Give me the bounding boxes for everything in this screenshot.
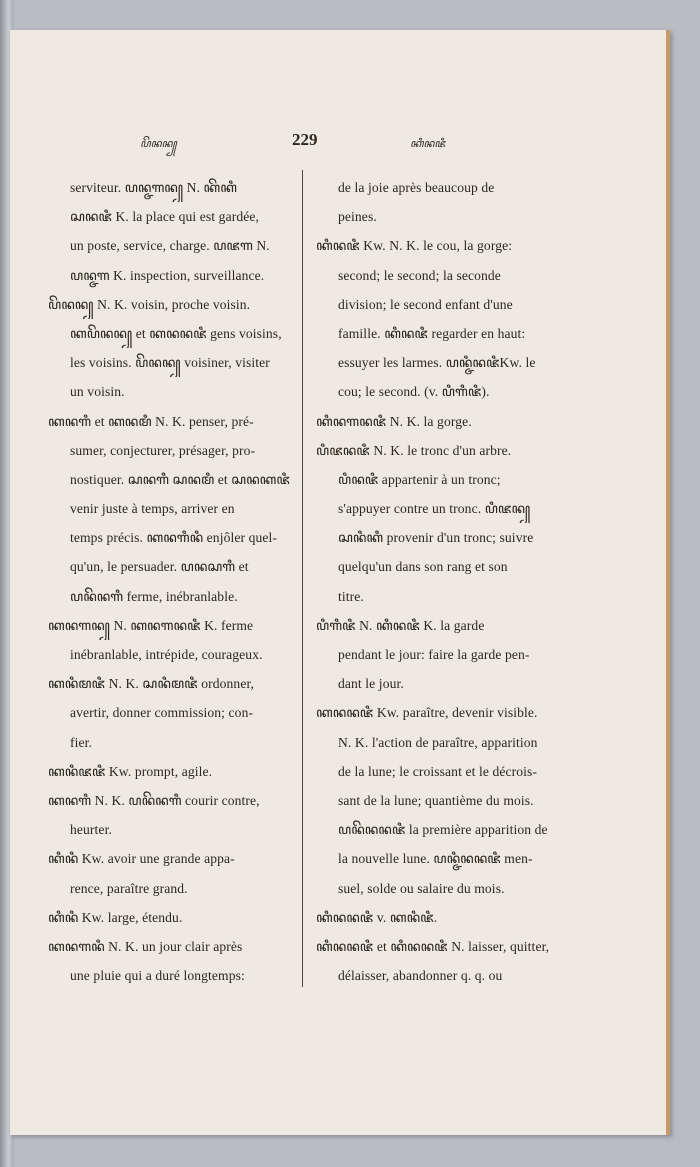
dictionary-line: peines. bbox=[338, 209, 377, 225]
dictionary-line: nostiquer. ꦱꦤꦒꦶ ꦱꦤꦩꦶ et ꦱꦤꦏꦗꦶ bbox=[70, 471, 290, 487]
dictionary-line: ꦏꦶꦤꦤꦗꦶ v. ꦏꦤꦶꦗꦶ. bbox=[316, 909, 438, 925]
dictionary-line: ꦥꦶꦗꦤꦗꦶ N. K. le tronc d'un arbre. bbox=[316, 442, 512, 458]
dictionary-line: ꦏꦶꦤꦗꦶ Kw. N. K. le cou, la gorge: bbox=[316, 238, 513, 254]
dictionary-line: titre. bbox=[338, 588, 364, 604]
dictionary-line: ꦥꦤꦼꦤꦒꦶ ferme, inébranlable. bbox=[70, 588, 238, 604]
dictionary-line: suel, solde ou salaire du mois. bbox=[338, 880, 505, 896]
dictionary-line: ꦥꦶꦤꦗꦶ appartenir à un tronc; bbox=[338, 471, 501, 487]
dictionary-line: ꦏꦶꦤꦤꦗꦶ et ꦏꦶꦤꦤꦗꦶ N. laisser, quitter, bbox=[316, 938, 550, 954]
dictionary-line: venir juste à temps, arriver en bbox=[70, 501, 235, 517]
dictionary-line: une pluie qui a duré longtemps: bbox=[70, 968, 245, 984]
dictionary-line: temps précis. ꦏꦤꦒꦶꦤꦶ enjôler quel- bbox=[70, 530, 278, 546]
dictionary-line: inébranlable, intrépide, courageux. bbox=[70, 647, 263, 662]
dictionary-line: sant de la lune; quantième du mois. bbox=[338, 792, 534, 808]
dictionary-line: ꦥꦼꦤꦤ꧀ N. K. voisin, proche voisin. bbox=[48, 296, 251, 312]
dictionary-line: ꦏꦶꦤꦶ Kw. large, étendu. bbox=[48, 909, 183, 925]
dictionary-line: sumer, conjecturer, présager, pro- bbox=[70, 442, 256, 458]
dictionary-line: ꦏꦤꦶꦗꦗꦶ Kw. prompt, agile. bbox=[48, 763, 213, 779]
dictionary-line: ꦥꦶꦒꦶꦗꦶ N. ꦏꦶꦤꦗꦶ K. la garde bbox=[316, 617, 485, 633]
dictionary-line: pendant le jour: faire la garde pen- bbox=[338, 647, 530, 662]
dictionary-line: ꦏꦤꦒꦤ꧀ N. ꦏꦤꦒꦤꦗꦶ K. ferme bbox=[48, 617, 254, 633]
dictionary-line: avertir, donner commission; con- bbox=[70, 705, 254, 721]
dictionary-line: ꦏꦶꦤꦶ Kw. avoir une grande appa- bbox=[48, 851, 235, 867]
dictionary-line: ꦏꦥꦼꦤꦤ꧀ et ꦏꦤꦤꦗꦶ gens voisins, bbox=[70, 325, 282, 341]
left-column bbox=[48, 173, 293, 990]
dictionary-line: second; le second; la seconde bbox=[338, 267, 501, 283]
dictionary-line: ꦏꦶꦤꦒꦤꦗꦶ N. K. la gorge. bbox=[316, 413, 472, 429]
dictionary-line: rence, paraître grand. bbox=[70, 880, 188, 896]
running-head-right: ꦏꦶꦤꦗꦶ bbox=[410, 138, 446, 150]
dictionary-line: serviteur. ꦥꦤ꧀ꦗꦒꦤ꧀ N. ꦏꦼꦏꦶ bbox=[70, 180, 237, 195]
book-page bbox=[10, 30, 670, 1135]
dictionary-line: un poste, service, charge. ꦥꦗꦒ N. bbox=[70, 238, 270, 254]
page-header bbox=[10, 130, 670, 154]
dictionary-line: un voisin. bbox=[70, 384, 125, 400]
dictionary-line: ꦏꦤꦤꦗꦶ Kw. paraître, devenir visible. bbox=[316, 705, 538, 721]
dictionary-line: heurter. bbox=[70, 822, 112, 838]
dictionary-line: essuyer les larmes. ꦥꦤ꧀ꦗꦶꦤꦗꦶKw. le bbox=[338, 355, 536, 371]
dictionary-line: ꦥꦤꦼꦤꦤꦗꦶ la première apparition de bbox=[338, 822, 548, 838]
dictionary-line: famille. ꦏꦶꦤꦗꦶ regarder en haut: bbox=[338, 325, 526, 341]
dictionary-line: quelqu'un dans son rang et son bbox=[338, 559, 508, 575]
dictionary-line: fier. bbox=[70, 734, 93, 750]
dictionary-line: de la lune; le croissant et le décrois- bbox=[338, 763, 538, 779]
page-number: 229 bbox=[292, 130, 318, 149]
dictionary-line: qu'un, le persuader. ꦥꦤꦱꦒꦶ et bbox=[70, 559, 249, 575]
dictionary-line: dant le jour. bbox=[338, 676, 404, 692]
dictionary-line: division; le second enfant d'une bbox=[338, 296, 513, 312]
column-divider bbox=[302, 170, 303, 987]
dictionary-line: N. K. l'action de paraître, apparition bbox=[338, 734, 538, 750]
dictionary-line: ꦏꦤꦒꦶ N. K. ꦥꦤꦼꦤꦒꦶ courir contre, bbox=[48, 792, 260, 808]
dictionary-line: ꦥꦤ꧀ꦗꦒ K. inspection, surveillance. bbox=[70, 267, 265, 283]
dictionary-line: cou; le second. (v. ꦥꦶꦒꦶꦗꦶ). bbox=[338, 384, 490, 400]
dictionary-line: la nouvelle lune. ꦥꦤ꧀ꦗꦶꦤꦤꦗꦶ men- bbox=[338, 851, 533, 867]
dictionary-line: délaisser, abandonner q. q. ou bbox=[338, 968, 503, 984]
running-head-left: ꦥꦼꦤꦤ꧀ bbox=[140, 138, 177, 150]
dictionary-line: s'appuyer contre un tronc. ꦥꦶꦗꦤ꧀ bbox=[338, 501, 531, 517]
right-column bbox=[316, 173, 556, 990]
dictionary-line: ꦱꦤꦶꦏꦶ provenir d'un tronc; suivre bbox=[338, 530, 534, 546]
dictionary-line: ꦏꦤꦶꦩꦗꦶ N. K. ꦱꦤꦶꦩꦗꦶ ordonner, bbox=[48, 676, 255, 692]
dictionary-line: ꦱꦤꦗꦶ K. la place qui est gardée, bbox=[70, 209, 259, 225]
dictionary-line: les voisins. ꦥꦼꦤꦤ꧀ voisiner, visiter bbox=[70, 355, 270, 371]
dictionary-line: ꦏꦤꦒꦤꦶ N. K. un jour clair après bbox=[48, 938, 243, 954]
dictionary-line: de la joie après beaucoup de bbox=[338, 180, 495, 195]
dictionary-line: ꦏꦤꦒꦶ et ꦏꦤꦩꦶ N. K. penser, pré- bbox=[48, 413, 254, 429]
